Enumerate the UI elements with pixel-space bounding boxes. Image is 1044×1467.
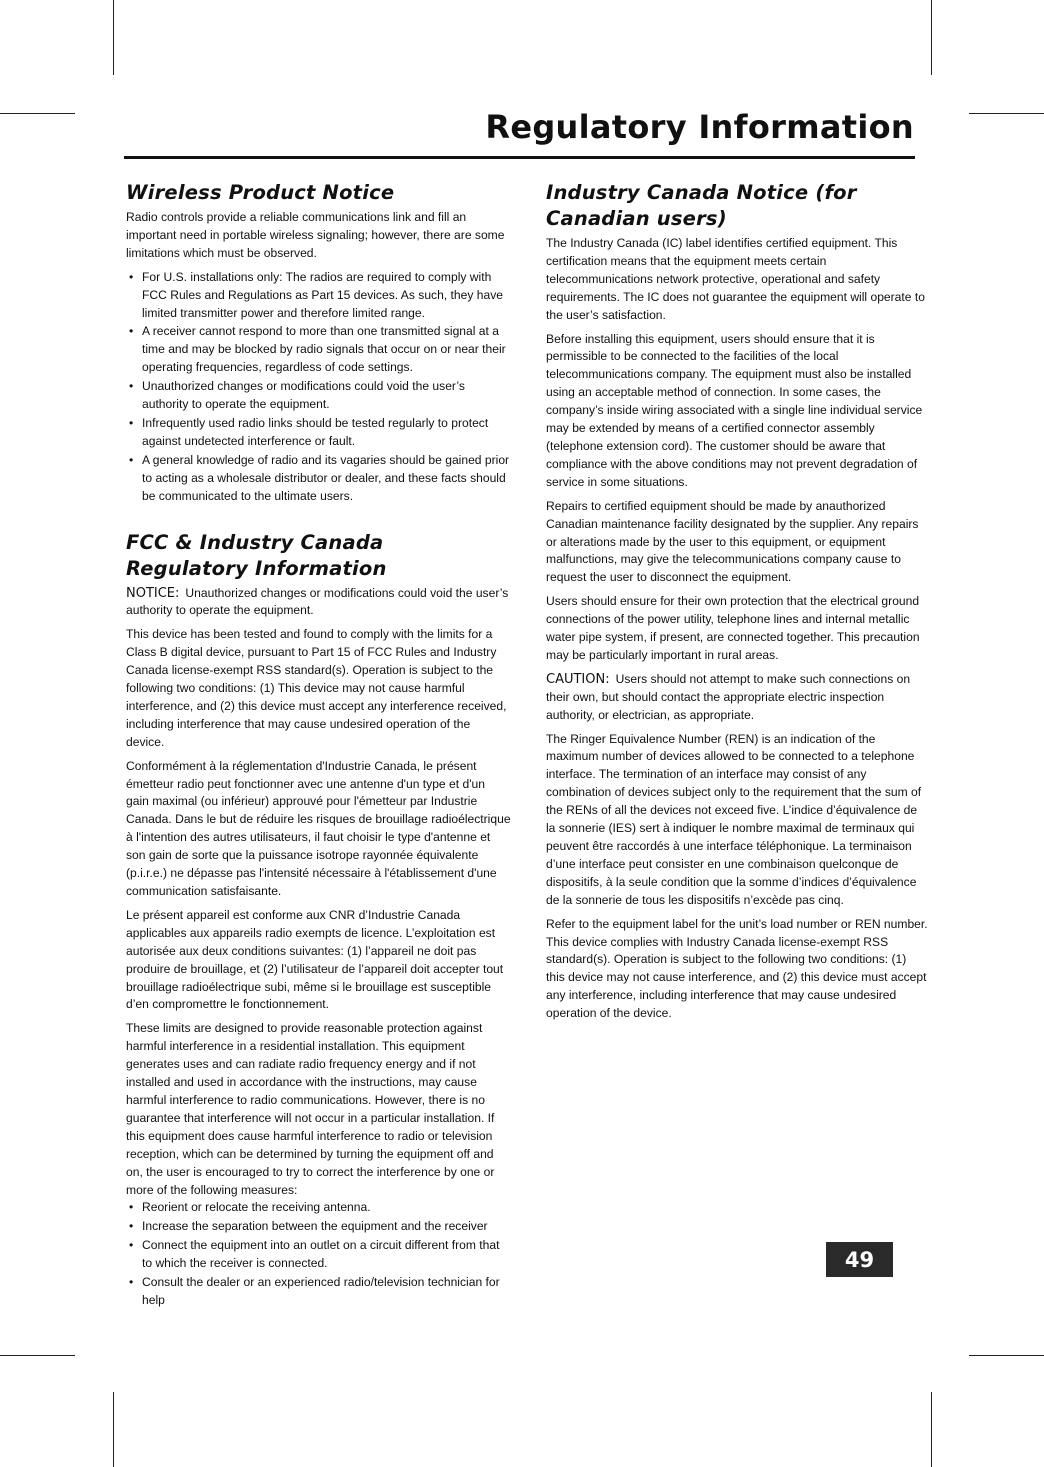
fcc-paragraph: These limits are designed to provide reasonable protection against harmful interference in a residential installation. This equipment generates uses and can radiate radio frequency energy and if not installed and used in accordance with the instructions, may cause harmful interference to radio communications. However, there is no guarantee that interference will not occur in a particular installation. If this equipment does cause harmful interference to radio or television reception, which can be determined by turning the equipment off and on, the user is encouraged to try to correct the interference by one or more of the following measures: <box>126 1021 495 1197</box>
fcc-paragraph: Conformément à la réglementation d'Industrie Canada, le présent émetteur radio peut fonctionner avec une antenne d'un type et d'un gain maximal (ou inférieur) approuvé pour l'émetteur par Industrie Canada. Dans le but de réduire les risques de brouillage radioélectrique à l'intention des autres utilisateurs, il faut choisir le type d'antenne et son gain de sorte que la puissance isotrope rayonnée équivalente (p.i.r.e.) ne dépasse pas l'intensité nécessaire à l'établissement d'une communication satisfaisante. <box>126 758 511 898</box>
right-column <box>546 180 928 1029</box>
bullet-icon: • <box>129 1238 134 1253</box>
canada-paragraph: Before installing this equipment, users should ensure that it is permissible to be connected to the facilities of the local telecommunications company. The equipment must also be installed using an acceptable method of connection. In some cases, the company’s inside wiring associated with a single line individual service may be extended by means of a certified connector assembly (telephone extension cord). The customer should be aware that compliance with the above conditions may not prevent degradation of service in some situations. <box>546 331 923 489</box>
bullet-icon: • <box>129 415 134 430</box>
canada-paragraph: Users should ensure for their own protection that the electrical ground connections of the power utility, telephone lines and internal metallic water pipe system, if present, are connected together. This precaution may be particularly important in rural areas. <box>546 594 920 662</box>
fcc-paragraph: This device has been tested and found to comply with the limits for a Class B digital device, pursuant to Part 15 of FCC Rules and Industry Canada license-exempt RSS standard(s). Operation is subject to the following two conditions: (1) This device may not cause harmful interference, and (2) this device must accept any interference received, including interference that may cause undesired operation of the device. <box>126 627 507 749</box>
bullet-icon: • <box>129 1275 134 1290</box>
bullet-icon: • <box>129 452 134 467</box>
bullet-icon: • <box>129 1200 134 1215</box>
fcc-paragraph: Le présent appareil est conforme aux CNR d’Industrie Canada applicables aux appareils radio exempts de licence. L’exploitation est autorisée aux deux conditions suivantes: (1) l’appareil ne doit pas produire de brouillage, et (2) l’utilisateur de l’appareil doit accepter tout brouillage radioélectrique subi, même si le brouillage est susceptible d’en compromettre le fonctionnement. <box>126 907 504 1012</box>
canada-paragraph: The Ringer Equivalence Number (REN) is an indication of the maximum number of devices allowed to be connected to a telephone interface. The termination of an interface may consist of any combination of devices subject only to the requirement that the sum of the RENs of all the devices not exceed five. L’indice d’équivalence de la sonnerie (IES) sert à indiquer le nombre maximal de terminaux qui peuvent être raccordés à une interface téléphonique. La terminaison d’une interface peut consister en une combinaison quelconque de dispositifs, à la seule condition que la somme d’indices d’équivalence de la sonnerie de tous les dispositifs n’excède pas cinq. <box>546 731 922 907</box>
bullet-icon: • <box>129 379 134 394</box>
fcc-heading: FCC & Industry Canada Regulatory Information <box>126 530 387 580</box>
crop-mark <box>931 1392 932 1467</box>
list-item: • Unauthorized changes or modifications could void the user’s authority to operate the equipment. <box>129 379 465 412</box>
measures-list <box>126 1199 511 1309</box>
page-title: Regulatory Information <box>485 108 914 146</box>
left-column <box>126 180 511 1316</box>
crop-mark <box>969 1355 1044 1356</box>
page-number-badge: 49 <box>826 1242 893 1277</box>
canada-heading: Industry Canada Notice (for Canadian users) <box>546 181 857 230</box>
list-item: • For U.S. installations only: The radios are required to comply with FCC Rules and Regulations as Part 15 devices. As such, they have limited transmitter power and therefore limited range. <box>129 269 503 320</box>
list-item: • Consult the dealer or an experienced radio/television technician for help <box>129 1275 500 1307</box>
fcc-notice: NOTICE: Unauthorized changes or modifications could void the user’s authority to operate the equipment. <box>126 585 509 618</box>
canada-paragraph: The Industry Canada (IC) label identifies certified equipment. This certification means that the equipment meets certain telecommunications network protective, operational and safety requirements. The IC does not guarantee the equipment will operate to the user’s satisfaction. <box>546 236 925 322</box>
crop-mark <box>113 1392 114 1467</box>
crop-mark <box>0 113 75 114</box>
list-item: • Connect the equipment into an outlet on a circuit different from that to which the receiver is connected. <box>129 1238 500 1271</box>
list-item: • A general knowledge of radio and its vagaries should be gained prior to acting as a wholesale distributor or dealer, and these facts should be communicated to the ultimate users. <box>129 452 510 503</box>
list-item: • Increase the separation between the equipment and the receiver <box>126 1218 511 1236</box>
list-item: • Infrequently used radio links should be tested regularly to protect against undetected interference or fault. <box>129 415 489 448</box>
bullet-icon: • <box>129 324 134 339</box>
list-item: • Reorient or relocate the receiving antenna. <box>126 1199 511 1217</box>
canada-paragraph: Refer to the equipment label for the unit’s load number or REN number. This device complies with Industry Canada license-exempt RSS standard(s). Operation is subject to the following two conditions: (1) this device may not cause interference, and (2) this device must accept any interference, including interference that may cause undesired operation of the device. <box>546 916 928 1021</box>
title-rule <box>124 156 915 159</box>
list-item: • A receiver cannot respond to more than one transmitted signal at a time and may be blocked by radio signals that occur on or near their operating frequencies, regardless of code settings. <box>129 324 506 375</box>
caution-label: CAUTION: <box>546 671 610 687</box>
canada-paragraph: Repairs to certified equipment should be made by anauthorized Canadian maintenance facility designated by the supplier. Any repairs or alterations made by the user to this equipment, or equipment malfunctions, may give the telecommunications company cause to request the user to disconnect the equipment. <box>546 498 919 585</box>
crop-mark <box>931 0 932 75</box>
wireless-intro: Radio controls provide a reliable communications link and fill an important need in portable wireless signaling; however, there are some limitations which must be observed. <box>126 210 505 260</box>
wireless-heading: Wireless Product Notice <box>126 181 395 204</box>
crop-mark <box>969 113 1044 114</box>
wireless-bullet-list <box>126 269 511 506</box>
crop-mark <box>0 1355 75 1356</box>
bullet-icon: • <box>129 269 134 284</box>
bullet-icon: • <box>129 1219 134 1234</box>
canada-caution: CAUTION: Users should not attempt to make such connections on their own, but should contact the appropriate electric inspection authority, or electrician, as appropriate. <box>546 671 911 722</box>
notice-label: NOTICE: <box>126 585 180 601</box>
crop-mark <box>113 0 114 75</box>
